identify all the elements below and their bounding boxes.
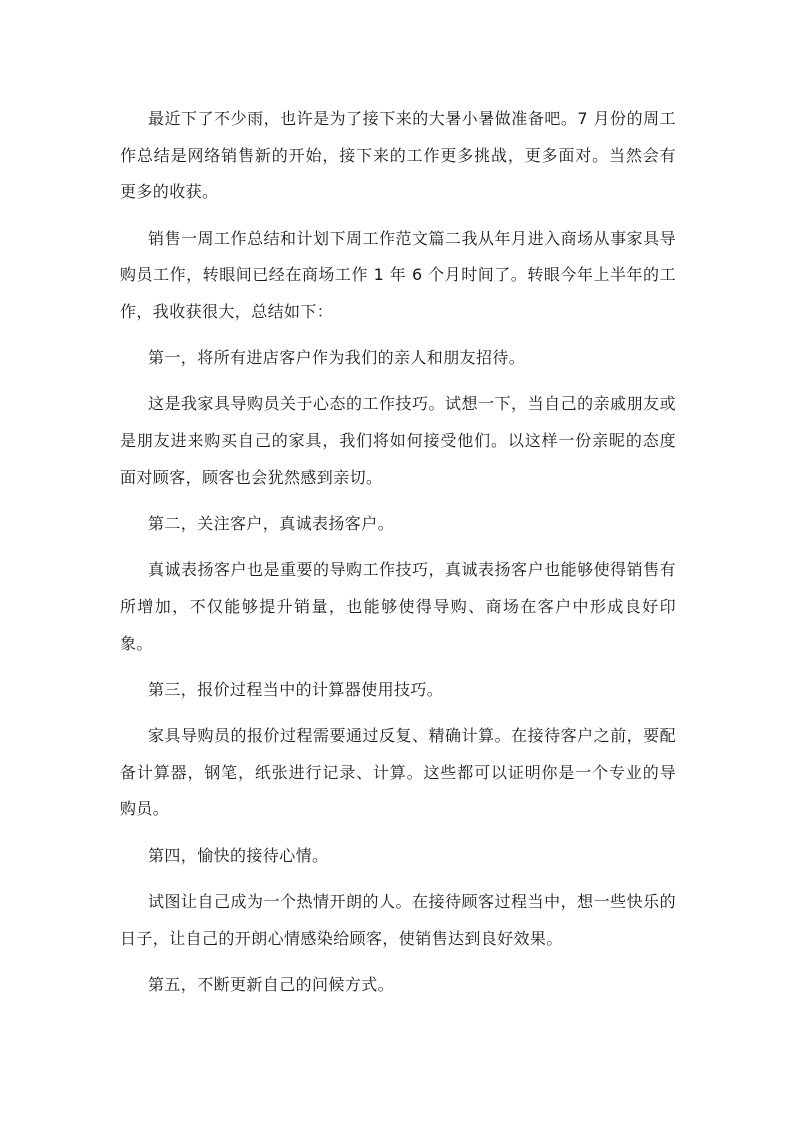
paragraph-point-1-heading: 第一，将所有进店客户作为我们的亲人和朋友招待。 <box>148 348 526 368</box>
paragraph-point-5-heading: 第五，不断更新自己的问候方式。 <box>148 974 395 994</box>
paragraph-point-2-heading: 第二，关注客户，真诚表扬客户。 <box>148 514 395 534</box>
paragraph-point-4-heading: 第四，愉快的接待心情。 <box>148 845 329 865</box>
paragraph-point-3-body: 家具导购员的报价过程需要通过反复、精确计算。在接待客户之前，要配备计算器，钢笔，纸张进行记录、计算。这些都可以证明你是一个专业的导购员。 <box>120 726 676 819</box>
paragraph-point-2-body: 真诚表扬客户也是重要的导购工作技巧，真诚表扬客户也能够使得销售有所增加，不仅能够提升销量，也能够使得导购、商场在客户中形成良好印象。 <box>120 560 676 653</box>
document-body <box>120 101 676 1013</box>
paragraph-summary-title: 销售一周工作总结和计划下周工作范文篇二我从年月进入商场从事家具导购员工作，转眼间已经在商场工作 1 年 6 个月时间了。转眼今年上半年的工作，我收获很大，总结如下： <box>120 228 676 322</box>
paragraph-point-1-body: 这是我家具导购员关于心态的工作技巧。试想一下，当自己的亲戚朋友或是朋友进来购买自己的家具，我们将如何接受他们。以这样一份亲昵的态度面对顾客，顾客也会犹然感到亲切。 <box>120 394 676 487</box>
paragraph-intro: 最近下了不少雨，也许是为了接下来的大暑小暑做准备吧。7 月份的周工作总结是网络销售新的开始，接下来的工作更多挑战，更多面对。当然会有更多的收获。 <box>120 109 676 202</box>
paragraph-point-3-heading: 第三，报价过程当中的计算器使用技巧。 <box>148 679 444 699</box>
paragraph-point-4-body: 试图让自己成为一个热情开朗的人。在接待顾客过程当中，想一些快乐的日子，让自己的开朗心情感染给顾客，使销售达到良好效果。 <box>120 891 676 948</box>
